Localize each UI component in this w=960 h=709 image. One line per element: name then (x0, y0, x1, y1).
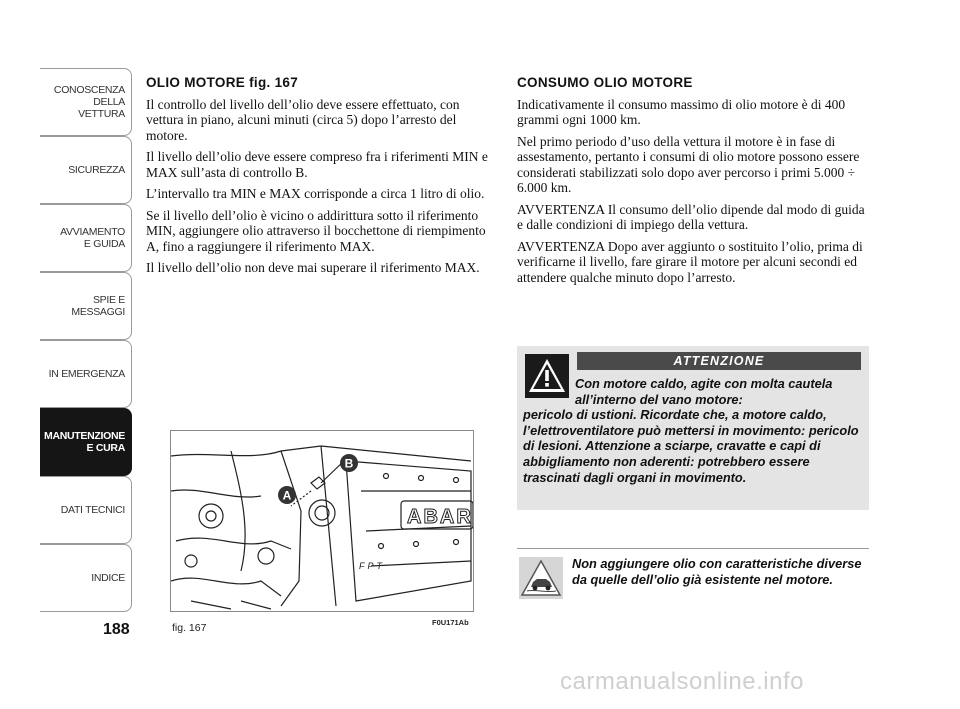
figure-engine-badge: FPT (359, 561, 385, 571)
page-number: 188 (103, 621, 130, 638)
tab-in-emergenza[interactable]: IN EMERGENZA (40, 340, 132, 408)
oil-paragraph-3: L’intervallo tra MIN e MAX corrisponde a circa 1 litro di olio. (146, 186, 485, 201)
right-column (517, 75, 873, 291)
consumption-paragraph-4: AVVERTENZA Dopo aver aggiunto o sostituito l’olio, prima di verificarne il livello, fare girare il motore per alcuni secondi ed attendere qualche minuto dopo l’arresto. (517, 238, 863, 285)
figure-caption: fig. 167 (172, 622, 207, 634)
figure-label-b: B (344, 456, 354, 471)
tab-dati-tecnici[interactable]: DATI TECNICI (40, 476, 132, 544)
section-tabs (40, 68, 132, 612)
consumption-paragraph-2: Nel primo periodo d’uso della vettura il motore è in fase di assestamento, pertanto i consumi di olio motore possono essere considerati stabilizzati solo dopo aver percorso i primi 5.000 ÷ 6.000 km. (517, 133, 860, 195)
warning-body: pericolo di ustioni. Ricordate che, a motore caldo, l’elettroventilatore può mettersi in movimento: pericolo di lesioni. Attenzione a sciarpe, cravatte e capi di abbigliamento non aderenti: potrebbero essere trascinati dagli organi in movimento. (523, 407, 859, 485)
engine-figure (170, 430, 474, 612)
consumption-title: CONSUMO OLIO MOTORE (517, 75, 693, 90)
oil-paragraph-5: Il livello dell’olio non deve mai superare il riferimento MAX. (146, 260, 480, 275)
note-text: Non aggiungere olio con caratteristiche diverse da quelle dell’olio già esistente nel motore. (572, 556, 862, 587)
environment-car-icon (519, 557, 563, 599)
tab-conoscenza-della-vettura[interactable]: CONOSCENZA DELLA VETTURA (40, 68, 132, 136)
note-divider (517, 548, 869, 549)
tab-spie-e-messaggi[interactable]: SPIE E MESSAGGI (40, 272, 132, 340)
consumption-paragraph-3: AVVERTENZA Il consumo dell’olio dipende dal modo di guida e dalle condizioni di impiego della vettura. (517, 201, 865, 232)
tab-manutenzione-e-cura[interactable]: MANUTENZIONE E CURA (40, 408, 132, 476)
warning-box (517, 346, 869, 510)
consumption-paragraph-1: Indicativamente il consumo massimo di olio motore è di 400 grammi ogni 1000 km. (517, 96, 846, 127)
tab-indice[interactable]: INDICE (40, 544, 132, 612)
warning-lead: Con motore caldo, agite con molta cautela all’interno del vano motore: (575, 376, 833, 407)
oil-title: OLIO MOTORE fig. 167 (146, 75, 299, 90)
left-column (146, 75, 490, 282)
warning-title: ATTENZIONE (577, 352, 861, 370)
engine-illustration (171, 431, 473, 611)
watermark: carmanualsonline.info (560, 668, 804, 695)
oil-paragraph-2: Il livello dell’olio deve essere compreso fra i riferimenti MIN e MAX sull’asta di controllo B. (146, 149, 488, 180)
warning-text (523, 376, 863, 485)
oil-paragraph-4: Se il livello dell’olio è vicino o addirittura sotto il riferimento MIN, aggiungere olio attraverso il bocchettone di riempimento A, fino a raggiungere il riferimento MAX. (146, 207, 486, 254)
figure-logo-text: ABAR (407, 506, 473, 528)
figure-label-a: A (282, 488, 292, 503)
tab-avviamento-e-guida[interactable]: AVVIAMENTO E GUIDA (40, 204, 132, 272)
figure-code: F0U171Ab (432, 618, 469, 627)
oil-paragraph-1: Il controllo del livello dell’olio deve essere effettuato, con vettura in piano, alcuni minuti (circa 5) dopo l’arresto del motore. (146, 96, 460, 143)
tab-sicurezza[interactable]: SICUREZZA (40, 136, 132, 204)
